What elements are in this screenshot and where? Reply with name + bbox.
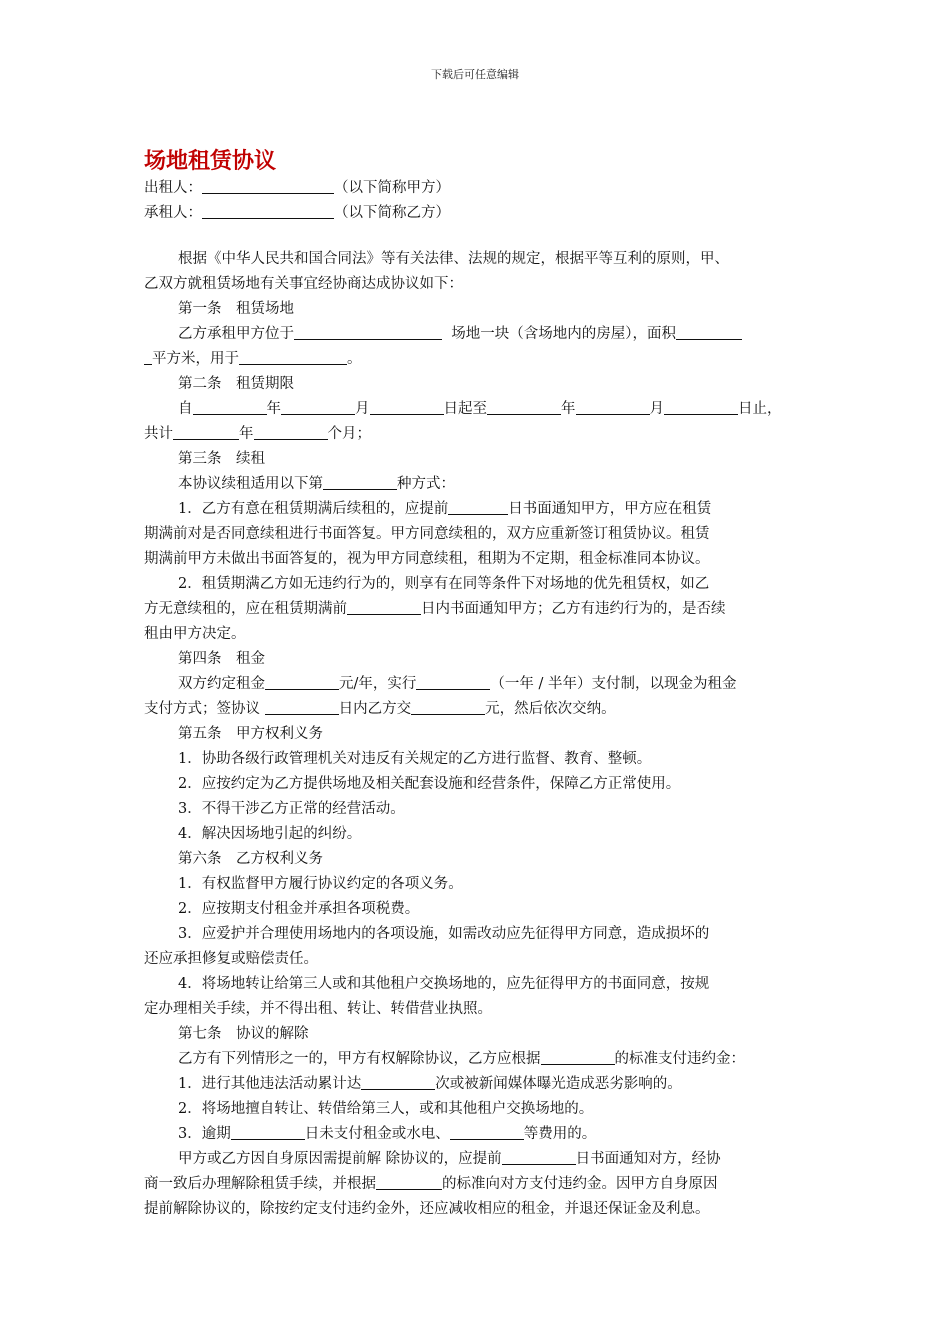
lessor-suffix: （以下简称甲方） [334, 180, 450, 196]
document-title: 场地租赁协议 [144, 148, 277, 174]
article-3-item-2-line-2 [144, 597, 812, 622]
lessee-label: 承租人： [144, 205, 202, 221]
end-day-blank [664, 397, 738, 415]
header-note: 下载后可任意编辑 [431, 68, 519, 81]
lessee-line [144, 201, 812, 226]
art7-i1b: 次或被新闻媒体曝光造成恶劣影响的。 [435, 1076, 682, 1092]
art7-p1a: 甲方或乙方因自身原因需提前解 除协议的，应提前 [178, 1151, 502, 1167]
payment-cycle-blank [416, 672, 490, 690]
article-3-item-1-line-1 [144, 497, 812, 522]
art1-text-d: 。 [347, 351, 362, 367]
article-2-line-1 [144, 397, 812, 422]
article-7-item-1 [144, 1072, 812, 1097]
article-5-item-2: 2．应按约定为乙方提供场地及相关配套设施和经营条件，保障乙方正常使用。 [178, 776, 681, 792]
article-3-intro [144, 472, 812, 497]
art2-month-1: 月 [355, 401, 370, 417]
notice-days-blank [448, 497, 508, 515]
art2-year-1: 年 [266, 401, 281, 417]
article-5-heading: 第五条 甲方权利义务 [178, 726, 323, 742]
article-7-para-line-2 [144, 1172, 812, 1197]
article-2-heading: 第二条 租赁期限 [178, 376, 294, 392]
art7-i3a: 3．逾期 [178, 1126, 231, 1142]
article-5-item-1: 1．协助各级行政管理机关对违反有关规定的乙方进行监督、教育、整顿。 [178, 751, 652, 767]
article-4-heading: 第四条 租金 [178, 651, 265, 667]
art3-p1b: 日书面通知甲方，甲方应在租赁 [508, 501, 712, 517]
article-6-heading: 第六条 乙方权利义务 [178, 851, 323, 867]
article-7-para-line-3: 提前解除协议的，除按约定支付违约金外，还应减收相应的租金，并退还保证金及利息。 [144, 1201, 710, 1217]
lessor-line [144, 176, 812, 201]
end-year-blank [487, 397, 561, 415]
art3-p2b: 方无意续租的，应在租赁期满前 [144, 601, 347, 617]
termination-penalty-blank [376, 1172, 442, 1190]
total-year-blank [173, 422, 239, 440]
article-6-item-1: 1．有权监督甲方履行协议约定的各项义务。 [178, 876, 463, 892]
article-3-item-1-line-3: 期满前甲方未做出书面答复的，视为甲方同意续租，租期为不定期，租金标准同本协议。 [144, 551, 710, 567]
art7-i3c: 等费用的。 [523, 1126, 597, 1142]
overdue-days-blank [231, 1122, 305, 1140]
art4-l1b: 元/年，实行 [339, 676, 417, 692]
end-month-blank [576, 397, 650, 415]
article-1-heading: 第一条 租赁场地 [178, 301, 294, 317]
art4-l1c: （一年 / 半年）支付制，以现金为租金 [490, 676, 737, 692]
lessor-blank [202, 176, 334, 194]
art7-intro-a: 乙方有下列情形之一的，甲方有权解除协议，乙方应根据 [178, 1051, 541, 1067]
article-5-item-3: 3．不得干涉乙方正常的经营活动。 [178, 801, 405, 817]
art2-from: 自 [178, 401, 193, 417]
article-7-intro [144, 1047, 812, 1072]
art2-start: 日起至 [443, 401, 487, 417]
payment-days-blank [265, 697, 339, 715]
renewal-method-blank [323, 472, 397, 490]
article-6-item-4-line-2: 定办理相关手续，并不得出租、转让、转借营业执照。 [144, 1001, 492, 1017]
art2-year-2: 年 [561, 401, 576, 417]
article-7-para-line-1 [144, 1147, 812, 1172]
article-6-item-3-line-2: 还应承担修复或赔偿责任。 [144, 951, 318, 967]
article-7-item-3 [144, 1122, 812, 1147]
article-1-line-1 [144, 322, 812, 347]
art7-intro-b: 的标准支付违约金： [614, 1051, 745, 1067]
art3-intro-b: 种方式： [397, 476, 455, 492]
article-2-line-2 [144, 422, 812, 447]
overdue-fee-blank [450, 1122, 524, 1140]
art7-p1b: 日书面通知对方，经协 [575, 1151, 721, 1167]
art1-text-b: 场地一块（含场地内的房屋），面积 [451, 326, 676, 342]
art7-p2a: 商一致后办理解除租赁手续，并根据 [144, 1176, 376, 1192]
start-year-blank [193, 397, 267, 415]
article-3-item-2-line-3: 租由甲方决定。 [144, 626, 246, 642]
art4-l2c: 元，然后依次交纳。 [485, 701, 616, 717]
article-3-item-2-line-1: 2．租赁期满乙方如无违约行为的，则享有在同等条件下对场地的优先租赁权，如乙 [178, 576, 710, 592]
location-blank [294, 322, 442, 340]
article-4-line-1 [144, 672, 812, 697]
article-7-heading: 第七条 协议的解除 [178, 1026, 309, 1042]
art2-year-3: 年 [239, 426, 254, 442]
art4-l2b: 日内乙方交 [338, 701, 412, 717]
start-day-blank [370, 397, 444, 415]
termination-notice-blank [502, 1147, 576, 1165]
payment-amount-blank [411, 697, 485, 715]
art2-months: 个月； [327, 426, 371, 442]
lessee-suffix: （以下简称乙方） [334, 205, 450, 221]
usage-blank [239, 347, 347, 365]
art3-intro-a: 本协议续租适用以下第 [178, 476, 323, 492]
article-4-line-2 [144, 697, 812, 722]
art7-i1a: 1．进行其他违法活动累计达 [178, 1076, 362, 1092]
art3-p1a: 1．乙方有意在租赁期满后续租的，应提前 [178, 501, 449, 517]
article-3-item-1-line-2: 期满前对是否同意续租进行书面答复。甲方同意续租的，双方应重新签订租赁协议。租赁 [144, 526, 710, 542]
lessee-blank [202, 201, 334, 219]
art1-text-c: 平方米，用于 [152, 351, 239, 367]
spacer [144, 226, 812, 247]
art7-p2b: 的标准向对方支付违约金。因甲方自身原因 [442, 1176, 718, 1192]
preamble-line-2: 乙双方就租赁场地有关事宜经协商达成协议如下： [144, 276, 463, 292]
art4-l1a: 双方约定租金 [178, 676, 265, 692]
article-5-item-4: 4．解决因场地引起的纠纷。 [178, 826, 362, 842]
area-blank [676, 322, 742, 340]
start-month-blank [281, 397, 355, 415]
lessor-label: 出租人： [144, 180, 202, 196]
art2-month-2: 月 [649, 401, 664, 417]
area-blank-cont [144, 347, 152, 365]
article-6-item-2: 2．应按期支付租金并承担各项税费。 [178, 901, 420, 917]
renewal-notice-blank [347, 597, 421, 615]
art2-total: 共计 [144, 426, 173, 442]
article-6-item-3-line-1: 3．应爱护并合理使用场地内的各项设施，如需改动应先征得甲方同意，造成损坏的 [178, 926, 710, 942]
article-7-item-2: 2．将场地擅自转让、转借给第三人，或和其他租户交换场地的。 [178, 1101, 594, 1117]
article-3-heading: 第三条 续租 [178, 451, 265, 467]
art3-p2c: 日内书面通知甲方；乙方有违约行为的，是否续 [421, 601, 726, 617]
art4-l2a: 支付方式；签协议 [144, 701, 265, 717]
art1-text-a: 乙方承租甲方位于 [178, 326, 294, 342]
article-1-line-2 [144, 347, 812, 372]
contract-document [144, 146, 812, 1222]
rent-amount-blank [265, 672, 339, 690]
total-month-blank [254, 422, 328, 440]
art2-end: 日止， [738, 401, 782, 417]
penalty-standard-blank [541, 1047, 615, 1065]
violation-count-blank [361, 1072, 435, 1090]
art7-i3b: 日未支付租金或水电、 [304, 1126, 450, 1142]
article-6-item-4-line-1: 4．将场地转让给第三人或和其他租户交换场地的，应先征得甲方的书面同意，按规 [178, 976, 710, 992]
preamble-line-1: 根据《中华人民共和国合同法》等有关法律、法规的规定，根据平等互利的原则，甲、 [178, 251, 729, 267]
